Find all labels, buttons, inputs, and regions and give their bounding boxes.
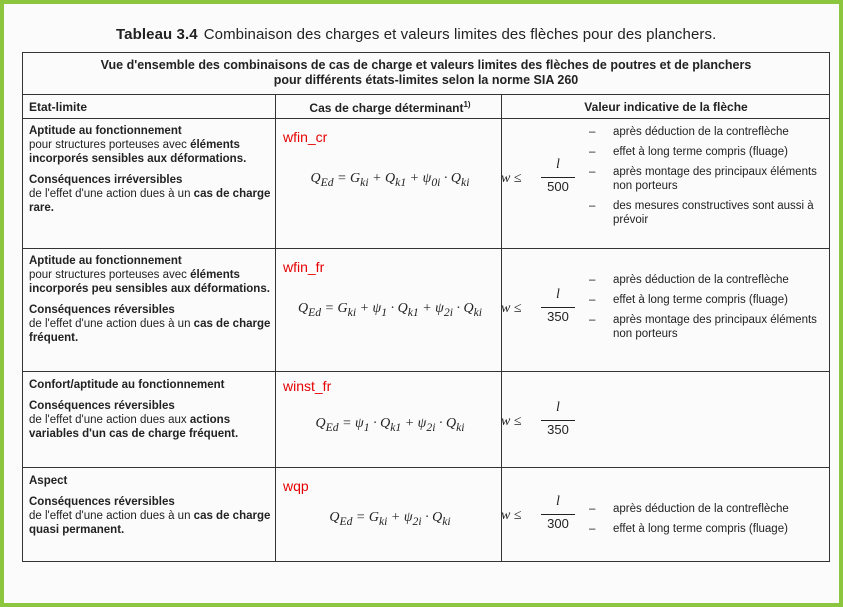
fraction-denominator: 500	[547, 179, 569, 194]
load-combination-formula: $Q_{Ed} = G_{ki} + \psi_1 \cdot Q_{k1} + \psi_{2i} \cdot Q_{ki}$	[298, 301, 482, 319]
fraction-numerator: l	[556, 157, 560, 172]
table-row	[23, 249, 829, 372]
row-title: Aspect	[29, 475, 68, 487]
table-caption	[116, 26, 716, 43]
consequence-text	[29, 317, 275, 345]
note-item: – après déduction de la contreflèche	[583, 273, 827, 287]
consequence-text-bold: cas de charge quasi permanent.	[29, 510, 271, 536]
table-caption-text: Combinaison des charges et valeurs limites des flèches pour des planchers.	[203, 26, 717, 43]
table-header	[23, 53, 829, 95]
row-description-bold: éléments incorporés sensibles aux	[29, 139, 240, 165]
fraction-denominator: 350	[547, 422, 569, 437]
deflection-w: w ≤	[501, 414, 522, 429]
consequence-text	[29, 413, 275, 441]
fraction-bar	[541, 177, 575, 178]
deflection-notes	[583, 125, 827, 233]
consequence-title: Conséquences réversibles	[29, 304, 175, 316]
consequence-title: Conséquences irréversibles	[29, 174, 183, 186]
row-description-text: pour structures porteuses avec	[29, 269, 187, 281]
table-row	[23, 119, 829, 249]
fraction-bar	[541, 514, 575, 515]
deflection-w: w ≤	[501, 301, 522, 316]
col-header-cas-de-charge-text: Cas de charge déterminant	[309, 101, 464, 115]
row-description	[29, 138, 275, 166]
deflection-notes	[583, 273, 827, 347]
red-annotation-label: winst_fr	[283, 378, 332, 394]
deflection-w: w ≤	[501, 508, 522, 523]
note-item: – après montage des principaux éléments non porteurs	[583, 313, 827, 341]
note-item: – après déduction de la contreflèche	[583, 502, 827, 516]
etat-limite-cell	[29, 378, 275, 441]
fraction-bar	[541, 420, 575, 421]
consequence-text-plain: de l'effet d'une action dues à un	[29, 318, 194, 330]
row-title: Aptitude au fonctionnement	[29, 125, 182, 137]
fraction-bar	[541, 307, 575, 308]
row-title: Aptitude au fonctionnement	[29, 255, 182, 267]
col-header-cas-de-charge	[285, 100, 495, 115]
deflection-notes	[583, 502, 827, 542]
consequence-text	[29, 187, 275, 215]
consequence-text	[29, 509, 275, 537]
header-line-2: pour différents états-limites selon la norme SIA 260	[273, 73, 579, 87]
deflection-w: w ≤	[501, 171, 522, 186]
consequence-text-bold: actions variables d'un cas de charge fréquent.	[29, 414, 239, 440]
row-description-text: pour structures porteuses avec	[29, 139, 191, 151]
fraction-denominator: 300	[547, 516, 569, 531]
consequence-text-plain: de l'effet d'une action dues à un	[29, 510, 194, 522]
note-item: – effet à long terme compris (fluage)	[583, 145, 827, 159]
consequence-text-plain: de l'effet d'une action dues aux	[29, 414, 190, 426]
note-item: – des mesures constructives sont aussi à prévoir	[583, 199, 827, 227]
consequence-text-plain: de l'effet d'une action dues à un	[29, 188, 194, 200]
fraction-numerator: l	[556, 400, 560, 415]
fraction-numerator: l	[556, 494, 560, 509]
footnote-mark: 1)	[463, 100, 471, 109]
etat-limite-cell	[29, 124, 275, 215]
red-annotation-label: wqp	[283, 478, 309, 494]
row-title: Confort/aptitude au fonctionnement	[29, 379, 225, 391]
table-row	[23, 468, 829, 563]
load-combination-formula: $Q_{Ed} = \psi_1 \cdot Q_{k1} + \psi_{2i} \cdot Q_{ki}$	[315, 416, 465, 434]
note-item: – effet à long terme compris (fluage)	[583, 293, 827, 307]
row-description-bold-end: déformations.	[170, 153, 247, 165]
table-number: Tableau 3.4	[116, 26, 198, 43]
header-line-1: Vue d'ensemble des combinaisons de cas de charge et valeurs limites des flèches de poutres et de planchers	[100, 58, 752, 72]
consequence-title: Conséquences réversibles	[29, 400, 175, 412]
etat-limite-cell	[29, 474, 275, 537]
consequence-title: Conséquences réversibles	[29, 496, 175, 508]
column-header-row	[23, 95, 829, 119]
red-annotation-label: wfin_fr	[283, 259, 325, 275]
row-description-bold: éléments incorporés peu sensibles aux déformations.	[29, 269, 270, 295]
col-header-valeur-fleche: Valeur indicative de la flèche	[584, 100, 748, 114]
row-description	[29, 268, 275, 296]
load-combination-formula: $Q_{Ed} = G_{ki} + \psi_{2i} \cdot Q_{ki}$	[329, 510, 451, 528]
note-item: – après déduction de la contreflèche	[583, 125, 827, 139]
red-annotation-label: wfin_cr	[283, 129, 328, 145]
note-item: – effet à long terme compris (fluage)	[583, 522, 827, 536]
note-item: – après montage des principaux éléments non porteurs	[583, 165, 827, 193]
load-combination-formula: $Q_{Ed} = G_{ki} + Q_{k1} + \psi_{0i} \cdot Q_{ki}$	[310, 171, 470, 189]
limit-states-table	[22, 52, 830, 562]
etat-limite-cell	[29, 254, 275, 345]
consequence-text-bold: cas de charge fréquent.	[29, 318, 271, 344]
col-header-etat-limite: Etat-limite	[29, 100, 88, 114]
fraction-denominator: 350	[547, 309, 569, 324]
table-row	[23, 372, 829, 468]
fraction-numerator: l	[556, 287, 560, 302]
consequence-text-bold: cas de charge rare.	[29, 188, 271, 214]
